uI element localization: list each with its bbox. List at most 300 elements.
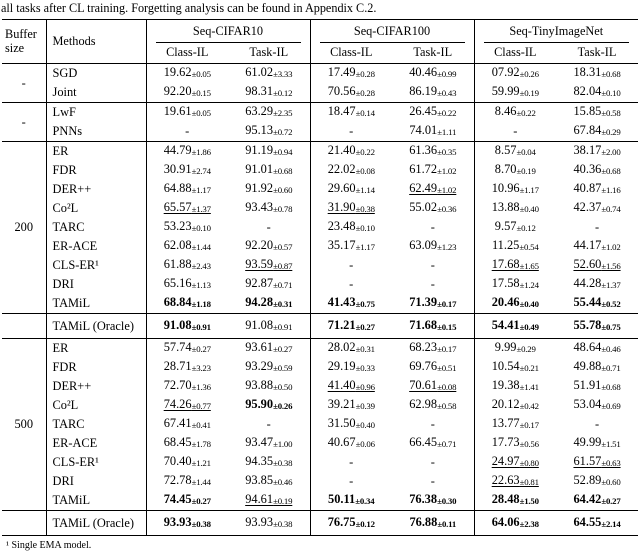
result-value: 61.88: [163, 257, 192, 271]
result-value-group: [495, 104, 536, 118]
result-cell: [146, 275, 228, 294]
result-error: ±1.51: [601, 439, 621, 449]
result-error: ±0.22: [516, 108, 536, 118]
result-cell: [310, 103, 392, 123]
result-value: 74.26: [163, 397, 192, 411]
table-row: [2, 294, 638, 314]
result-cell: [556, 83, 638, 103]
result-value-group: [573, 276, 620, 290]
result-value-group: [573, 238, 620, 252]
result-cell: -: [310, 453, 392, 472]
method-name: DRI: [46, 275, 146, 294]
result-error: ±0.46: [601, 344, 621, 354]
result-value: 49.88: [573, 359, 602, 373]
result-value: 23.48: [327, 219, 356, 233]
result-value-group: [328, 162, 375, 176]
result-value: 86.19: [409, 84, 438, 98]
result-cell: [228, 511, 310, 536]
result-cell: [392, 199, 474, 218]
result-cell: -: [266, 417, 271, 431]
result-error: ±0.96: [355, 382, 375, 392]
result-value-group: [409, 143, 456, 157]
result-value-group: [492, 318, 539, 332]
result-cell: [474, 64, 556, 84]
result-value: 91.08: [245, 317, 274, 332]
result-value-group: [164, 397, 211, 411]
result-error: ±1.17: [355, 242, 375, 252]
result-cell: [310, 83, 392, 103]
result-value: 44.79: [163, 143, 192, 157]
result-value: 20.12: [491, 397, 520, 411]
result-error: ±1.02: [437, 166, 457, 176]
result-cell: [474, 511, 556, 536]
result-value-group: [492, 295, 539, 309]
result-value-group: [164, 257, 211, 271]
result-value-group: [492, 276, 539, 290]
result-value: 18.47: [327, 104, 356, 118]
result-value: 39.21: [327, 397, 356, 411]
result-value-group: [409, 435, 456, 449]
result-error: ±1.23: [437, 242, 457, 252]
result-value-group: [573, 84, 620, 98]
result-value: 92.20: [245, 238, 274, 252]
result-error: ±2.38: [519, 518, 539, 529]
table-row: [2, 434, 638, 453]
result-cell: [556, 511, 638, 536]
result-cell: [228, 83, 310, 103]
table-row: [2, 256, 638, 275]
buffer-size-cell: [2, 314, 46, 339]
table-row: [2, 161, 638, 180]
result-value-group: [495, 143, 536, 157]
result-value: 71.21: [327, 317, 356, 332]
method-name: PNNs: [46, 122, 146, 142]
result-value-group: [573, 143, 620, 157]
result-cell: [146, 83, 228, 103]
result-value-group: [573, 123, 620, 137]
result-error: ±0.19: [516, 166, 536, 176]
result-value-group: [164, 340, 211, 354]
result-value-group: [492, 416, 539, 430]
result-error: ±1.00: [273, 439, 293, 449]
result-value-group: [328, 340, 375, 354]
result-value: 55.78: [573, 317, 602, 332]
result-cell: -: [146, 122, 228, 142]
result-error: ±0.68: [601, 382, 621, 392]
result-error: ±1.44: [191, 477, 211, 487]
result-value: 29.60: [327, 181, 356, 195]
result-error: ±0.42: [519, 401, 539, 411]
result-value: 19.62: [163, 65, 192, 79]
result-value-group: [492, 435, 539, 449]
method-name: Co²L: [46, 396, 146, 415]
method-name: ER-ACE: [46, 237, 146, 256]
result-cell: [228, 275, 310, 294]
result-cell: [310, 434, 392, 453]
result-value: 40.67: [327, 435, 356, 449]
result-error: ±0.51: [437, 363, 457, 373]
result-value-group: [492, 238, 539, 252]
result-value-group: [245, 143, 292, 157]
result-value-group: [573, 295, 620, 309]
result-value-group: [492, 65, 539, 79]
footnote: ¹ Single EMA model.: [6, 540, 92, 551]
result-value: 13.88: [491, 200, 520, 214]
result-cell: [474, 358, 556, 377]
result-error: ±1.86: [191, 147, 211, 157]
result-value: 62.49: [409, 181, 438, 195]
result-value-group: [492, 397, 539, 411]
result-value-group: [495, 340, 536, 354]
results-table: [2, 19, 638, 536]
result-error: ±0.87: [273, 261, 293, 271]
result-cell: [392, 83, 474, 103]
result-value: 71.68: [409, 317, 438, 332]
result-cell: [146, 472, 228, 491]
result-cell: [556, 237, 638, 256]
result-value-group: [164, 515, 211, 529]
result-value: 40.36: [573, 162, 602, 176]
result-error: ±1.02: [437, 185, 457, 195]
result-value-group: [245, 238, 292, 252]
result-cell: [228, 256, 310, 275]
result-error: ±0.17: [519, 420, 539, 430]
table-row: [2, 122, 638, 142]
result-value: 93.93: [163, 514, 192, 529]
result-cell: [474, 294, 556, 314]
result-value-group: [164, 219, 211, 233]
result-value-group: [492, 378, 539, 392]
result-cell: [146, 180, 228, 199]
result-cell: [474, 396, 556, 415]
result-cell: [474, 314, 556, 339]
result-value: 17.73: [491, 435, 520, 449]
result-cell: -: [430, 417, 435, 431]
result-value: 82.04: [573, 84, 602, 98]
result-value: 40.87: [573, 181, 602, 195]
result-value: 94.61: [245, 492, 274, 506]
result-value-group: [328, 181, 375, 195]
result-error: ±1.18: [191, 299, 211, 309]
result-value: 67.84: [573, 123, 602, 137]
result-value-group: [164, 473, 211, 487]
result-value: 98.31: [245, 84, 274, 98]
result-value: 93.59: [245, 257, 274, 271]
result-value-group: [409, 378, 456, 392]
result-value-group: [164, 181, 211, 195]
result-value-group: [245, 454, 292, 468]
result-cell: -: [594, 220, 600, 234]
result-value-group: [573, 340, 620, 354]
result-cell: [556, 161, 638, 180]
result-error: ±0.29: [601, 127, 621, 137]
result-value-group: [328, 219, 375, 233]
result-error: ±0.27: [273, 344, 293, 354]
result-cell: [310, 415, 392, 434]
result-cell: [228, 180, 310, 199]
result-error: ±0.22: [355, 147, 375, 157]
result-value-group: [164, 65, 211, 79]
result-error: ±1.24: [519, 280, 539, 290]
result-value-group: [328, 359, 375, 373]
result-value: 61.36: [409, 143, 438, 157]
method-name: TAMiL (Oracle): [46, 314, 146, 339]
result-value: 72.78: [163, 473, 192, 487]
method-name: FDR: [46, 358, 146, 377]
result-value: 93.61: [245, 340, 274, 354]
result-cell: [310, 218, 392, 237]
result-value-group: [573, 104, 620, 118]
result-error: ±0.72: [273, 127, 293, 137]
result-error: ±1.37: [191, 204, 211, 214]
buffer-size-cell: [2, 511, 46, 536]
result-cell: [556, 199, 638, 218]
result-error: ±1.11: [437, 127, 457, 137]
result-error: ±0.31: [355, 344, 375, 354]
result-value-group: [245, 340, 292, 354]
table-row: [2, 237, 638, 256]
method-name: DRI: [46, 472, 146, 491]
table-row: [2, 491, 638, 511]
result-error: ±0.38: [273, 458, 293, 468]
result-value: 41.43: [327, 295, 356, 309]
result-value: 57.74: [163, 340, 192, 354]
result-error: ±0.19: [519, 88, 539, 98]
result-value-group: [492, 515, 539, 529]
result-cell: [474, 491, 556, 511]
result-value: 63.29: [245, 104, 274, 118]
result-error: ±0.68: [273, 166, 293, 176]
oracle-row: [2, 314, 638, 339]
result-value: 74.01: [409, 123, 438, 137]
result-value-group: [409, 492, 456, 506]
result-cell: [228, 122, 310, 142]
result-error: ±0.28: [355, 69, 375, 79]
result-cell: [228, 142, 310, 162]
result-error: ±0.17: [437, 299, 457, 309]
result-value-group: [573, 359, 620, 373]
result-value-group: [245, 515, 292, 529]
result-value: 11.25: [491, 238, 520, 252]
result-value: 93.85: [245, 473, 274, 487]
result-cell: [228, 237, 310, 256]
result-value: 91.01: [245, 162, 274, 176]
result-error: ±0.38: [355, 204, 375, 214]
result-cell: [474, 472, 556, 491]
result-cell: [228, 294, 310, 314]
buffer-size-header: Buffer size: [2, 20, 46, 64]
result-error: ±1.65: [519, 261, 539, 271]
result-cell: -: [474, 122, 556, 142]
result-value-group: [573, 397, 620, 411]
table-row: [2, 453, 638, 472]
method-name: TAMiL (Oracle): [46, 511, 146, 536]
result-value-group: [245, 257, 292, 271]
result-error: ±0.60: [601, 477, 621, 487]
method-name: TARC: [46, 415, 146, 434]
method-name: CLS-ER¹: [46, 453, 146, 472]
result-value-group: [409, 181, 456, 195]
result-value: 51.91: [573, 378, 602, 392]
result-cell: [310, 491, 392, 511]
result-cell: [310, 396, 392, 415]
table-row: [2, 275, 638, 294]
result-cell: [228, 491, 310, 511]
result-value-group: [245, 104, 292, 118]
method-name: TAMiL: [46, 491, 146, 511]
result-value: 38.17: [573, 143, 602, 157]
result-cell: [146, 218, 228, 237]
result-value-group: [409, 84, 456, 98]
result-value: 31.50: [327, 416, 356, 430]
result-cell: [146, 339, 228, 359]
result-error: ±0.75: [355, 299, 375, 309]
result-value: 41.40: [327, 378, 356, 392]
result-cell: [228, 103, 310, 123]
result-value-group: [409, 295, 456, 309]
method-name: TARC: [46, 218, 146, 237]
result-cell: [392, 491, 474, 511]
result-value: 17.58: [491, 276, 520, 290]
result-cell: [556, 122, 638, 142]
result-value-group: [245, 276, 292, 290]
result-value-group: [245, 123, 292, 137]
result-value-group: [164, 162, 211, 176]
result-value-group: [328, 318, 375, 332]
result-error: ±0.63: [601, 458, 621, 468]
result-value-group: [409, 397, 456, 411]
result-value-group: [573, 435, 620, 449]
result-cell: [556, 453, 638, 472]
result-value-group: [492, 84, 539, 98]
result-error: ±0.52: [601, 299, 621, 309]
result-error: ±0.26: [519, 69, 539, 79]
table-row: [2, 180, 638, 199]
result-value: 9.99: [494, 340, 517, 354]
result-cell: [474, 453, 556, 472]
method-name: LwF: [46, 103, 146, 123]
result-error: ±0.31: [273, 299, 293, 309]
result-value-group: [328, 84, 375, 98]
table-row: [2, 199, 638, 218]
result-value: 61.02: [245, 65, 274, 79]
result-cell: [310, 199, 392, 218]
result-error: ±0.71: [273, 280, 293, 290]
result-error: ±0.06: [355, 439, 375, 449]
method-name: SGD: [46, 64, 146, 84]
result-value: 28.48: [491, 492, 520, 506]
method-name: FDR: [46, 161, 146, 180]
result-value: 67.41: [163, 416, 192, 430]
result-value-group: [245, 84, 292, 98]
result-value-group: [573, 162, 620, 176]
result-value: 93.43: [245, 200, 274, 214]
result-error: ±0.26: [273, 401, 293, 411]
result-value: 42.37: [573, 200, 602, 214]
result-cell: [146, 358, 228, 377]
result-value-group: [573, 454, 620, 468]
result-value: 22.63: [491, 473, 520, 487]
method-name: Joint: [46, 83, 146, 103]
result-value-group: [164, 238, 211, 252]
result-cell: -: [310, 275, 392, 294]
result-value-group: [164, 200, 211, 214]
result-error: ±0.56: [519, 439, 539, 449]
result-value: 94.28: [245, 295, 274, 309]
result-value: 64.42: [573, 492, 602, 506]
result-error: ±0.43: [437, 88, 457, 98]
result-cell: [392, 142, 474, 162]
result-value: 68.84: [163, 295, 192, 309]
result-value: 91.08: [163, 317, 192, 332]
result-value-group: [573, 200, 620, 214]
result-error: ±1.02: [601, 242, 621, 252]
result-value: 26.45: [409, 104, 438, 118]
buffer-size-cell: 200: [2, 142, 46, 314]
result-value: 91.92: [245, 181, 274, 195]
result-cell: [392, 103, 474, 123]
result-cell: [556, 142, 638, 162]
result-cell: [310, 180, 392, 199]
result-error: ±0.58: [437, 401, 457, 411]
result-cell: [556, 339, 638, 359]
result-cell: [228, 396, 310, 415]
result-value: 31.90: [327, 200, 356, 214]
result-value-group: [409, 104, 456, 118]
result-value: 71.39: [409, 295, 438, 309]
result-cell: [556, 294, 638, 314]
result-value-group: [245, 181, 292, 195]
result-value-group: [573, 318, 620, 332]
result-value: 9.57: [494, 219, 517, 233]
result-value-group: [245, 162, 292, 176]
dataset-header-seq-cifar100: Seq-CIFAR100: [310, 20, 474, 44]
result-value: 28.02: [327, 340, 356, 354]
result-value: 48.64: [573, 340, 602, 354]
result-error: ±0.41: [191, 420, 211, 430]
result-value: 15.85: [573, 104, 602, 118]
result-cell: -: [430, 220, 435, 234]
result-error: ±0.22: [437, 108, 457, 118]
result-error: ±0.50: [273, 382, 293, 392]
result-value-group: [245, 65, 292, 79]
result-cell: [474, 339, 556, 359]
result-cell: [146, 237, 228, 256]
result-value-group: [328, 515, 375, 529]
result-cell: -: [430, 258, 435, 272]
result-value: 95.13: [245, 123, 274, 137]
result-value-group: [164, 104, 211, 118]
result-cell: [310, 314, 392, 339]
result-error: ±0.08: [437, 382, 457, 392]
result-value: 93.88: [245, 378, 274, 392]
result-error: ±0.33: [355, 363, 375, 373]
result-value-group: [409, 65, 456, 79]
result-error: ±0.91: [191, 321, 211, 332]
result-error: ±0.36: [437, 204, 457, 214]
result-value-group: [164, 295, 211, 309]
result-value: 76.75: [327, 514, 356, 529]
result-cell: [556, 314, 638, 339]
result-cell: [474, 377, 556, 396]
result-cell: -: [310, 256, 392, 275]
result-value: 10.54: [491, 359, 520, 373]
result-cell: [146, 199, 228, 218]
result-cell: -: [310, 472, 392, 491]
result-error: ±1.17: [519, 185, 539, 195]
result-error: ±1.37: [601, 280, 621, 290]
result-value: 21.40: [327, 143, 356, 157]
